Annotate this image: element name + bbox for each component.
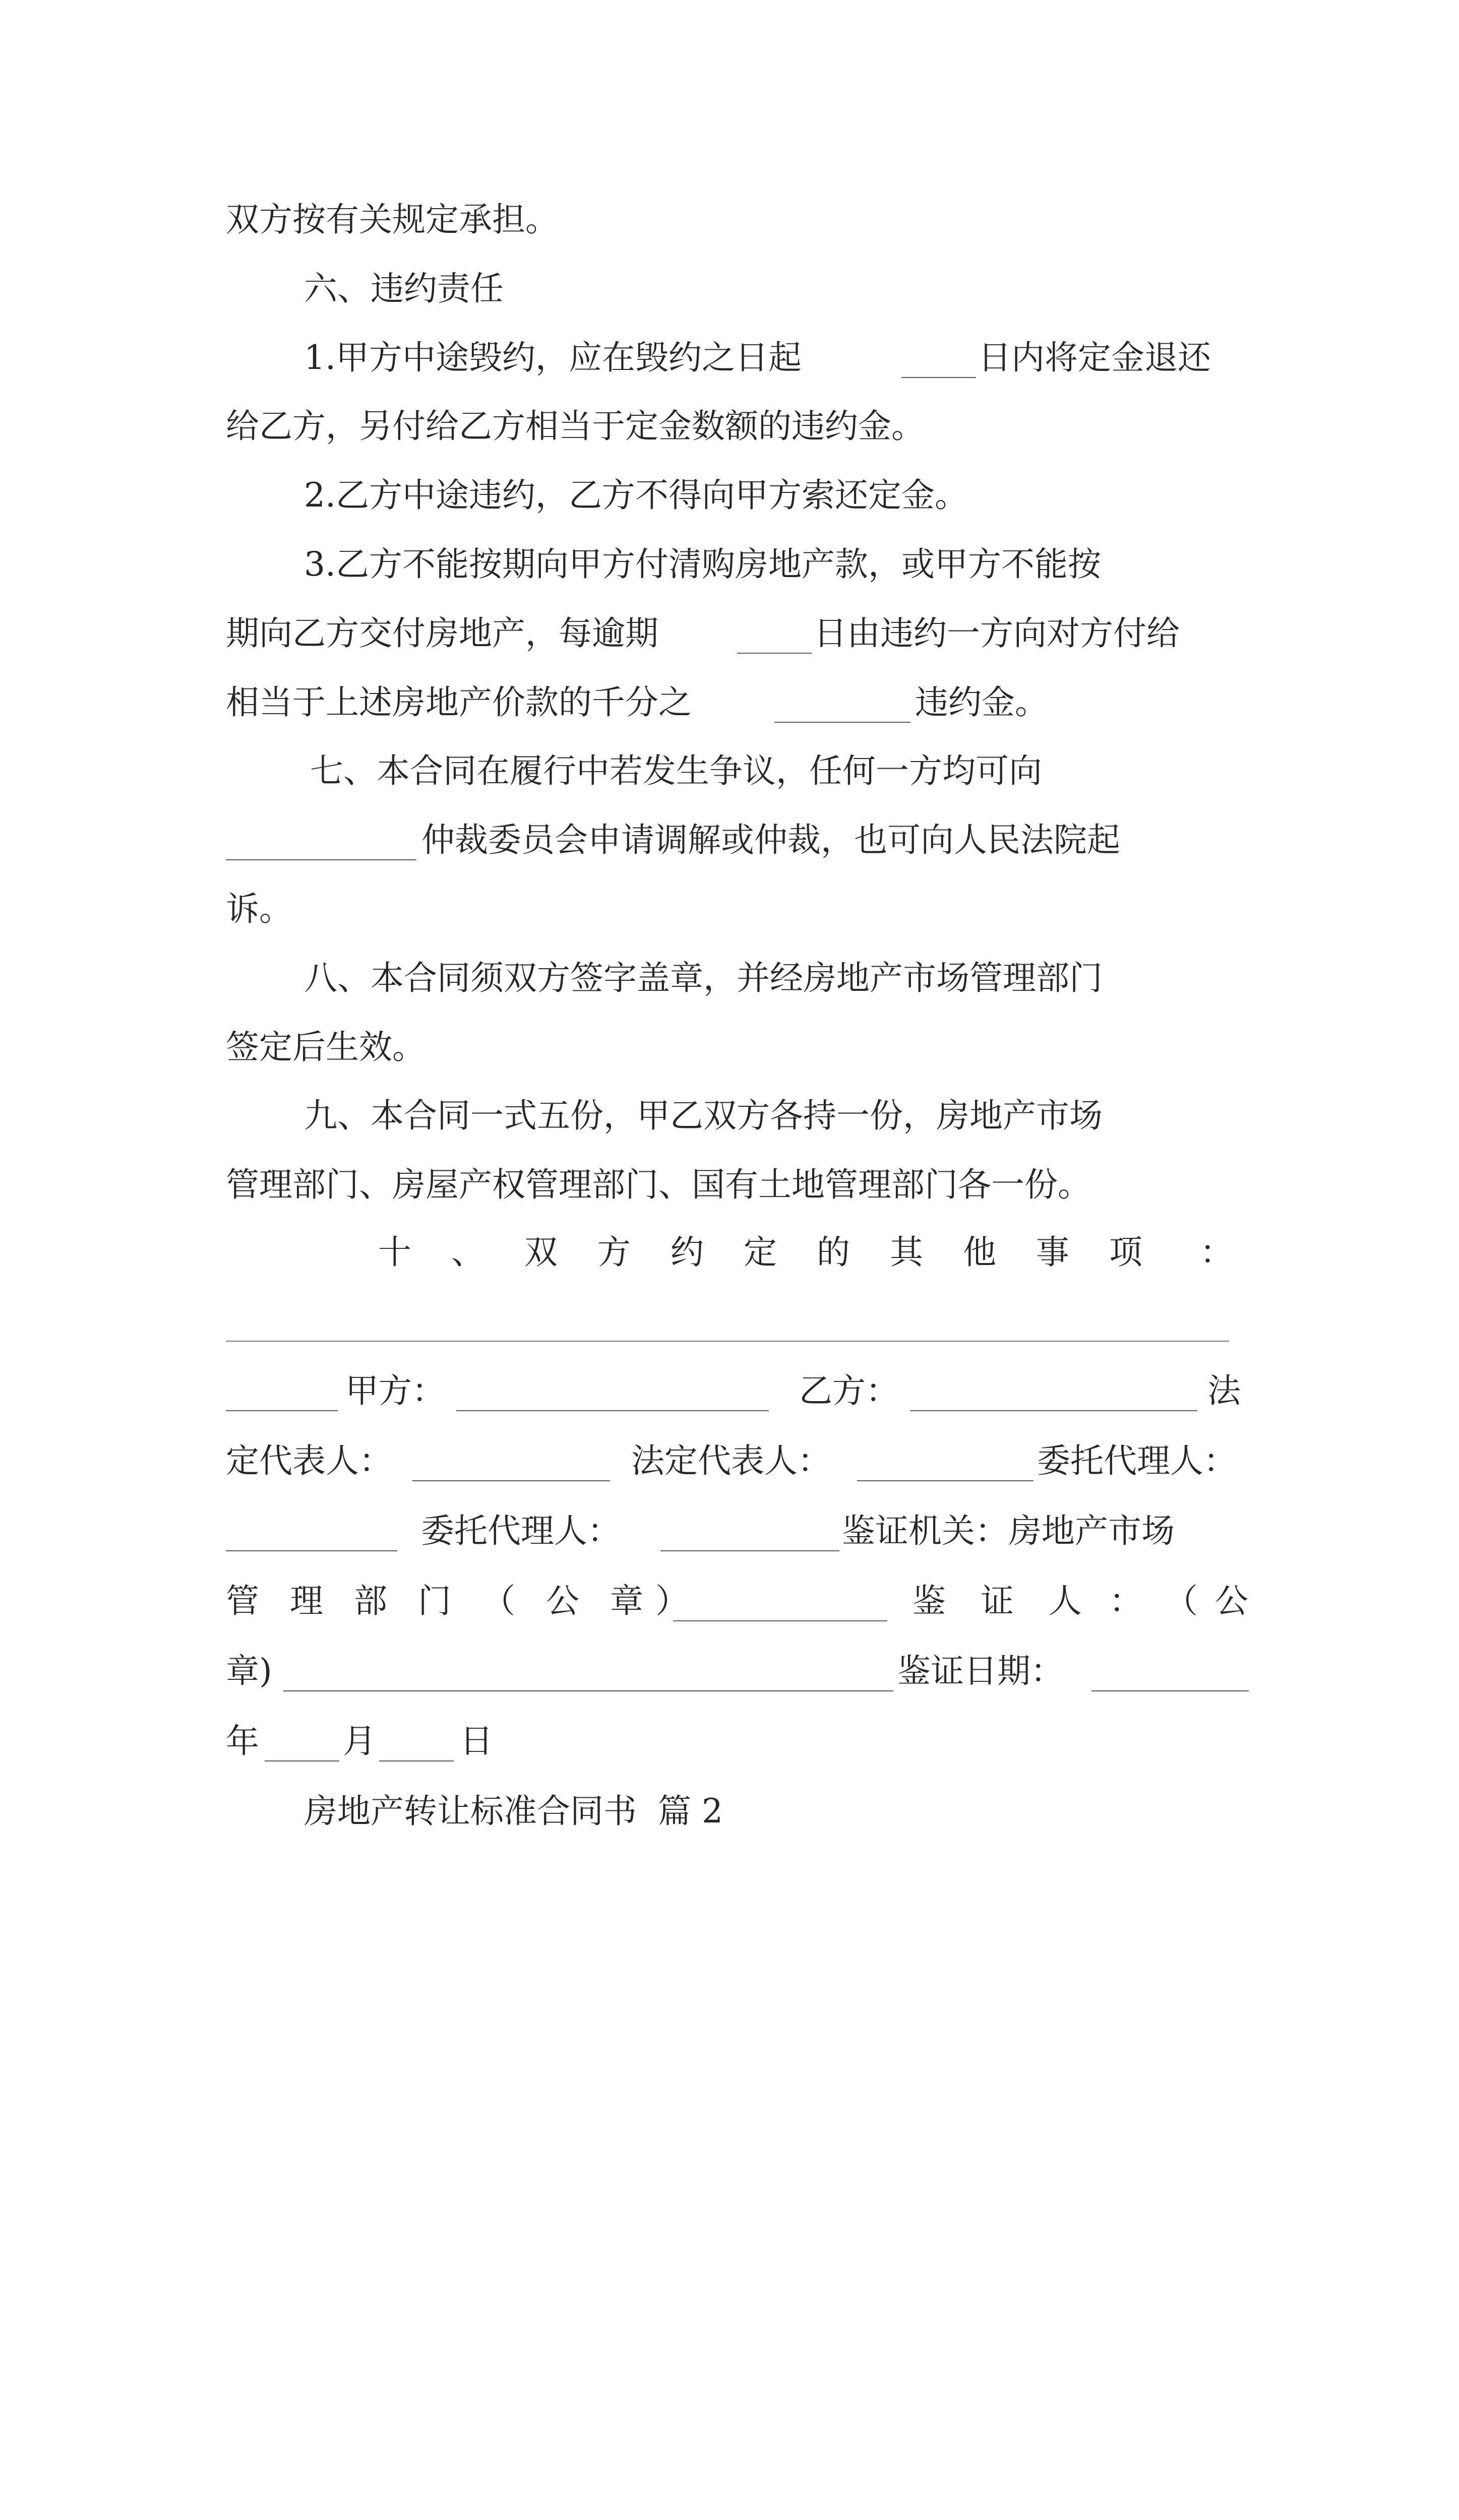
- heading-char: ：: [1200, 1233, 1233, 1272]
- fill-in-blank: [737, 653, 812, 654]
- text-line: [0, 879, 1459, 939]
- fill-in-blank: [226, 859, 416, 860]
- date-line: [0, 1711, 1459, 1772]
- fill-in-blank: [379, 1760, 454, 1761]
- text-segment: 法: [1207, 1371, 1241, 1410]
- text-segment: 六、违约责任: [304, 269, 504, 308]
- text-segment: 双方按有关规定承担。: [226, 200, 559, 239]
- fill-in-blank: [660, 1550, 839, 1551]
- text-segment: 章): [226, 1652, 272, 1690]
- fill-in-blank: [673, 1620, 887, 1621]
- heading-char: 约: [671, 1233, 704, 1272]
- text-segment: 签定后生效。: [226, 1028, 425, 1066]
- text-segment: 房地产转让标准合同书 篇 2: [304, 1792, 723, 1831]
- next-section-title: [0, 1781, 1459, 1842]
- text-segment: 委托代理人：: [1037, 1441, 1237, 1480]
- text-segment: 期向乙方交付房地产，每逾期: [226, 614, 658, 653]
- heading-char: 项: [1109, 1233, 1142, 1272]
- text-char: ：: [1109, 1582, 1142, 1620]
- clause-line: [0, 465, 1459, 526]
- heading-char: 双: [524, 1233, 558, 1272]
- fill-in-blank: [901, 377, 976, 378]
- heading-char: 他: [963, 1233, 996, 1272]
- text-segment: 给乙方，另付给乙方相当于定金数额的违约金。: [226, 407, 925, 446]
- text-char: 公: [546, 1582, 579, 1620]
- text-segment: 管理部门、房屋产权管理部门、国有土地管理部门各一份。: [226, 1165, 1091, 1204]
- text-segment: 相当于上述房地产价款的千分之: [226, 683, 692, 722]
- signature-line: [0, 1431, 1459, 1491]
- signature-line: [0, 1361, 1459, 1421]
- text-line: [0, 810, 1459, 870]
- text-char: 门: [418, 1582, 451, 1620]
- text-char: 章: [610, 1582, 643, 1620]
- heading-char: 的: [817, 1233, 850, 1272]
- text-line: [0, 1017, 1459, 1078]
- text-segment: 委托代理人：: [421, 1511, 621, 1550]
- text-line: [0, 396, 1459, 457]
- text-char: 人: [1049, 1582, 1082, 1620]
- text-segment: 鉴证机关：房地产市场: [842, 1511, 1175, 1550]
- text-segment: 定代表人：: [226, 1441, 392, 1480]
- fill-in-blank: [910, 1410, 1197, 1411]
- text-segment: 日内将定金退还: [978, 338, 1211, 377]
- text-segment: 诉。: [226, 890, 292, 928]
- text-char: （: [1165, 1582, 1198, 1620]
- text-char: 鉴: [913, 1582, 946, 1620]
- text-segment: 九、本合同一式五份，甲乙双方各持一份，房地产市场: [304, 1096, 1103, 1135]
- fill-in-blank: [1091, 1690, 1249, 1691]
- clause-line: [0, 1086, 1459, 1146]
- text-line: [0, 1155, 1459, 1215]
- text-segment: 七、本合同在履行中若发生争议，任何一方均可向: [310, 751, 1042, 790]
- text-segment: 法定代表人：: [631, 1441, 831, 1480]
- text-segment: 1.甲方中途毁约，应在毁约之日起: [304, 338, 802, 377]
- text-char: 部: [354, 1582, 387, 1620]
- text-segment: 3.乙方不能按期向甲方付清购房地产款，或甲方不能按: [304, 545, 1101, 584]
- fill-in-blank: [774, 722, 910, 723]
- text-segment: 仲裁委员会申请调解或仲裁，也可向人民法院起: [421, 821, 1120, 859]
- heading-char: 方: [597, 1233, 631, 1272]
- fill-in-blank: [265, 1760, 339, 1761]
- text-char: 证: [981, 1582, 1014, 1620]
- heading-char: 其: [890, 1233, 923, 1272]
- clause-heading-spaced: [0, 1222, 1459, 1283]
- text-char: ）: [655, 1582, 689, 1620]
- text-line: [0, 603, 1459, 664]
- heading-char: 事: [1036, 1233, 1069, 1272]
- signature-line: [0, 1501, 1459, 1561]
- fill-in-blank: [283, 1690, 893, 1691]
- clause-line: [0, 948, 1459, 1009]
- heading-char: 、: [451, 1233, 484, 1272]
- text-segment: 日: [460, 1722, 493, 1760]
- text-segment: 2.乙方中途违约，乙方不得向甲方索还定金。: [304, 476, 968, 515]
- heading-char: 定: [744, 1233, 777, 1272]
- section-heading: [0, 259, 1459, 319]
- text-segment: 月: [343, 1722, 376, 1760]
- text-segment: 年: [226, 1722, 259, 1760]
- clause-line: [0, 741, 1459, 801]
- clause-line: [0, 534, 1459, 595]
- signature-line: [0, 1571, 1459, 1631]
- text-segment: 乙方：: [799, 1371, 899, 1410]
- heading-char: 十: [378, 1233, 411, 1272]
- text-char: 公: [1215, 1582, 1248, 1620]
- fill-in-blank: [226, 1410, 338, 1411]
- fill-in-blank: [412, 1480, 610, 1481]
- text-char: （: [482, 1582, 515, 1620]
- text-segment: 甲方：: [345, 1371, 445, 1410]
- fill-in-blank: [857, 1480, 1034, 1481]
- fill-in-blank: [456, 1410, 769, 1411]
- text-segment: 违约金。: [915, 683, 1048, 722]
- text-segment: 日由违约一方向对方付给: [814, 614, 1180, 653]
- fill-in-blank: [226, 1550, 397, 1551]
- text-char: 理: [290, 1582, 323, 1620]
- text-segment: 八、本合同须双方签字盖章，并经房地产市场管理部门: [304, 959, 1103, 997]
- text-line: [0, 190, 1459, 250]
- text-segment: 鉴证日期：: [897, 1652, 1064, 1690]
- fill-in-rule: [226, 1341, 1229, 1342]
- text-char: 管: [226, 1582, 259, 1620]
- clause-line: [0, 328, 1459, 388]
- signature-line: [0, 1641, 1459, 1702]
- text-line: [0, 672, 1459, 733]
